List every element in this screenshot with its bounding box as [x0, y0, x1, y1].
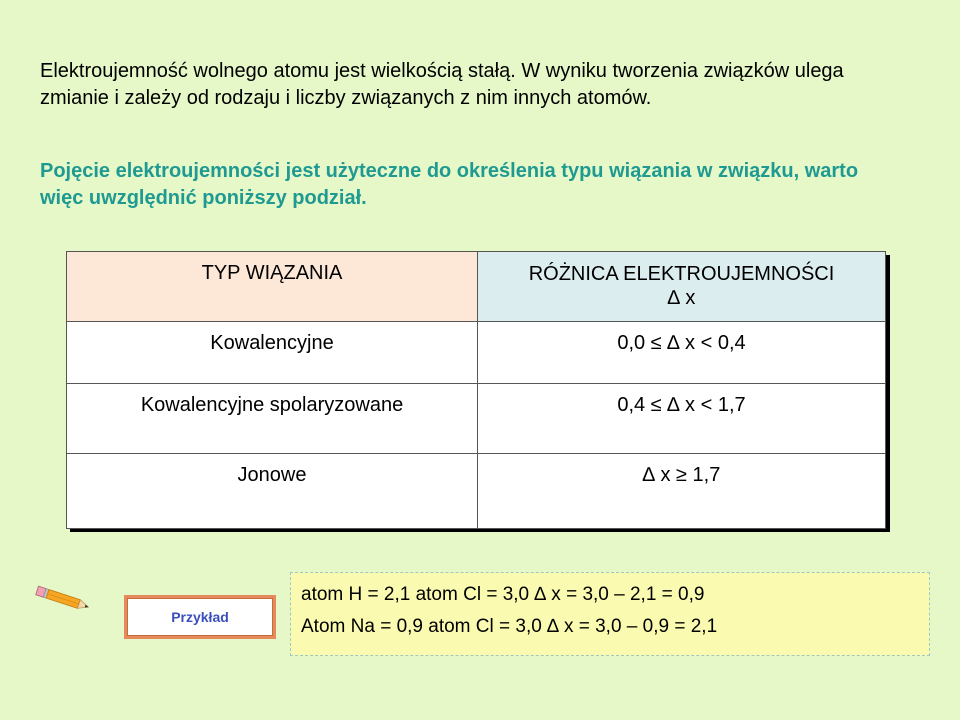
header-bond-type: TYP WIĄZANIA [67, 252, 478, 322]
example-line: Atom Na = 0,9 atom Cl = 3,0 ∆ x = 3,0 – 0,9 = 2,1 [301, 616, 718, 637]
highlight-paragraph: Pojęcie elektroujemności jest użyteczne do określenia typu wiązania w związku, warto więc uwzględnić poniższy podział. [40, 160, 859, 209]
example-line: atom H = 2,1 atom Cl = 3,0 ∆ x = 3,0 – 2,1 = 0,9 [301, 584, 705, 605]
example-box [290, 572, 930, 656]
table-row [67, 322, 886, 384]
cell-bond-type: Jonowe [67, 454, 478, 529]
cell-range: ∆ x ≥ 1,7 [478, 454, 886, 529]
table-row [67, 384, 886, 454]
header-col2-line2: ∆ x [667, 287, 696, 309]
cell-range: 0,0 ≤ ∆ x < 0,4 [478, 322, 886, 384]
cell-bond-type: Kowalencyjne spolaryzowane [67, 384, 478, 454]
table-row [67, 454, 886, 529]
cell-bond-type: Kowalencyjne [67, 322, 478, 384]
example-button[interactable] [124, 595, 276, 639]
table-header-row [67, 252, 886, 322]
intro-paragraph: Elektroujemność wolnego atomu jest wielkością stałą. W wyniku tworzenia związków ulega zmianie i zależy od rodzaju i liczby związanych z nim innych atomów. [40, 60, 844, 109]
pencil-icon [30, 582, 94, 614]
bond-type-table-container [66, 251, 886, 528]
bond-type-table [66, 251, 886, 529]
cell-range: 0,4 ≤ ∆ x < 1,7 [478, 384, 886, 454]
header-electronegativity-difference [478, 252, 886, 322]
example-button-label: Przykład [127, 598, 273, 636]
header-col2-line1: RÓŻNICA ELEKTROUJEMNOŚCI [528, 263, 835, 285]
